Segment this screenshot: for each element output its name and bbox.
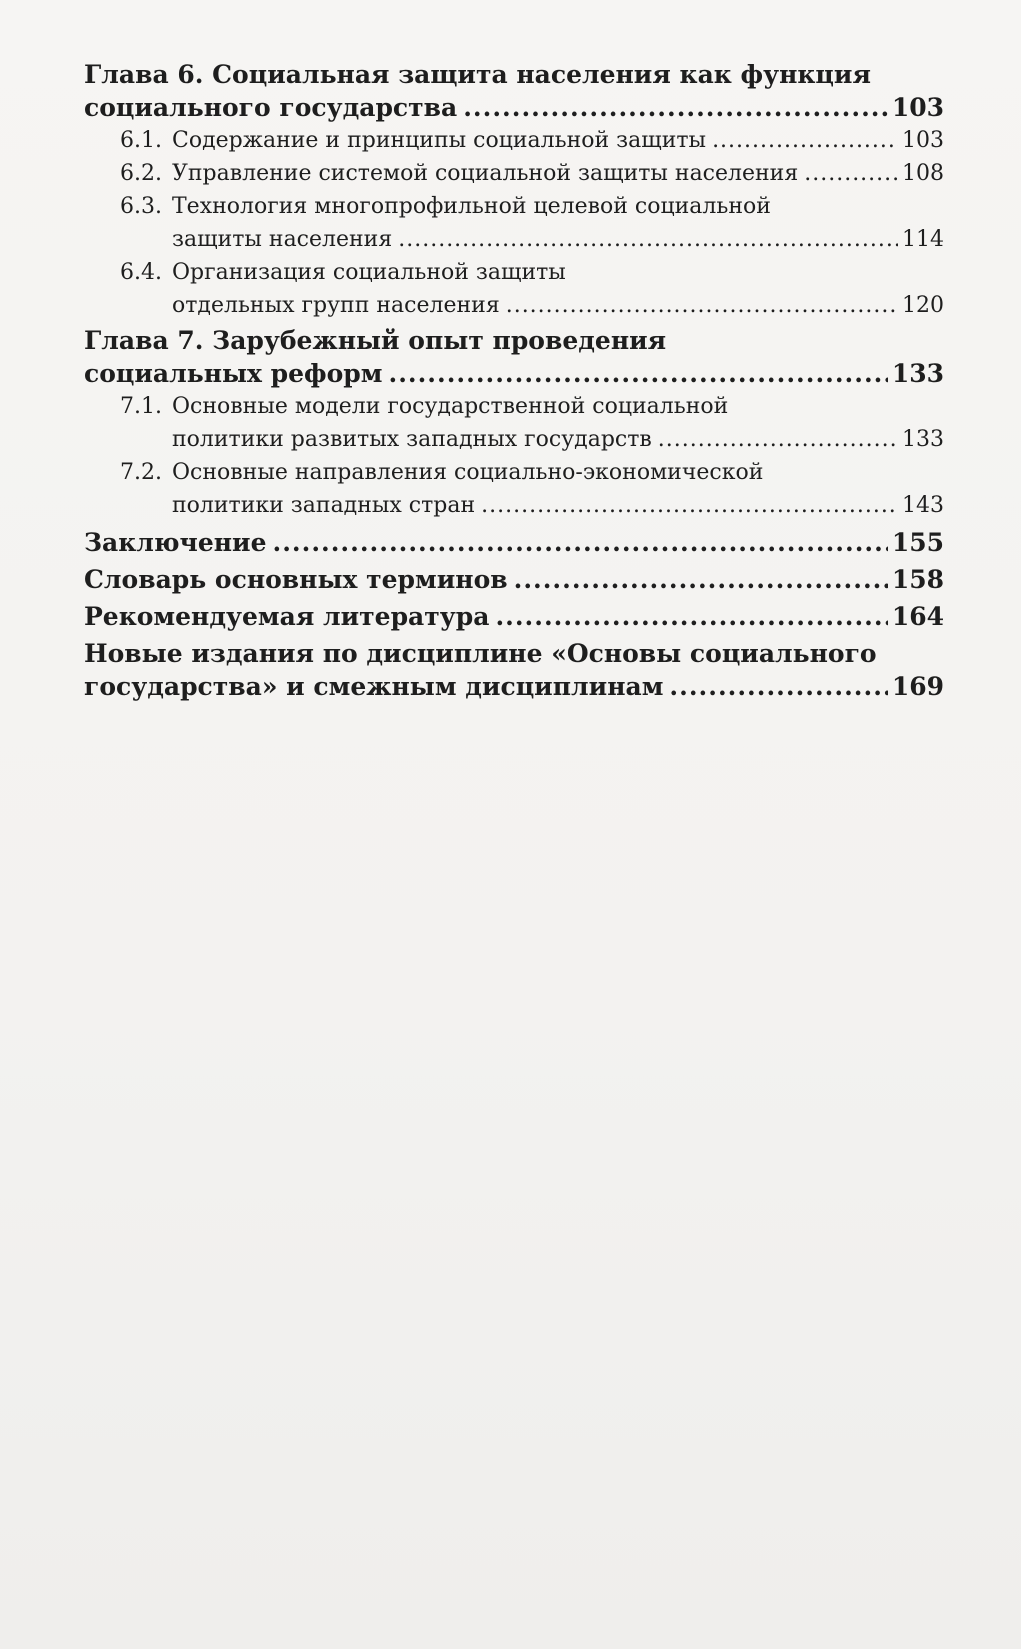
table-of-contents xyxy=(84,58,944,703)
section-title-line: Управление системой социальной защиты населения xyxy=(172,161,799,186)
section-number: 7.2. xyxy=(120,460,162,485)
toc-section-7-1[interactable] xyxy=(84,390,944,456)
page-number: 133 xyxy=(891,359,944,388)
page-number: 158 xyxy=(891,565,944,594)
leader-dots xyxy=(388,357,887,390)
toc-section-6-3[interactable] xyxy=(84,190,944,256)
toc-section-6-4[interactable] xyxy=(84,256,944,322)
toc-conclusion[interactable] xyxy=(84,526,944,559)
leader-dots xyxy=(481,489,898,522)
section-number: 6.1. xyxy=(120,128,162,153)
page-number: 103 xyxy=(891,93,944,122)
leader-dots xyxy=(398,223,898,256)
leader-dots xyxy=(712,124,898,157)
page-number: 143 xyxy=(902,493,944,518)
section-number: 6.3. xyxy=(120,194,162,219)
leader-dots xyxy=(495,600,887,633)
toc-section-6-2[interactable] xyxy=(84,157,944,190)
chapter-title-line: Новые издания по дисциплине «Основы социального xyxy=(84,639,877,668)
leader-dots xyxy=(463,91,888,124)
section-title-line: защиты населения xyxy=(172,227,393,252)
page-number: 133 xyxy=(902,427,944,452)
chapter-title-line: Словарь основных терминов xyxy=(84,565,508,594)
page-number: 114 xyxy=(902,227,944,252)
page-number: 103 xyxy=(902,128,944,153)
chapter-title-line: социальных реформ xyxy=(84,359,383,388)
section-title-line: Основные направления социально-экономической xyxy=(172,460,764,485)
section-title-line: Основные модели государственной социальной xyxy=(172,394,729,419)
page-number: 108 xyxy=(902,161,944,186)
page-number: 155 xyxy=(891,528,944,557)
leader-dots xyxy=(658,423,898,456)
toc-section-6-1[interactable] xyxy=(84,124,944,157)
section-title-line: Содержание и принципы социальной защиты xyxy=(172,128,707,153)
page-number: 120 xyxy=(902,293,944,318)
toc-new-editions[interactable] xyxy=(84,637,944,703)
section-number: 6.4. xyxy=(120,260,162,285)
section-title-line: Технология многопрофильной целевой социальной xyxy=(172,194,771,219)
toc-glossary[interactable] xyxy=(84,563,944,596)
toc-section-7-2[interactable] xyxy=(84,456,944,522)
toc-chapter-6[interactable] xyxy=(84,58,944,124)
leader-dots xyxy=(273,526,888,559)
chapter-title-line: Заключение xyxy=(84,528,267,557)
page-number: 169 xyxy=(891,672,944,701)
section-title-line: отдельных групп населения xyxy=(172,293,500,318)
leader-dots xyxy=(514,563,888,596)
chapter-title-line: Глава 6. Социальная защита населения как функция xyxy=(84,60,871,89)
leader-dots xyxy=(804,157,898,190)
section-title-line: политики развитых западных государств xyxy=(172,427,652,452)
page-number: 164 xyxy=(891,602,944,631)
section-title-line: политики западных стран xyxy=(172,493,476,518)
section-number: 6.2. xyxy=(120,161,162,186)
leader-dots xyxy=(506,289,898,322)
chapter-title-line: социального государства xyxy=(84,93,458,122)
toc-chapter-7[interactable] xyxy=(84,324,944,390)
leader-dots xyxy=(669,670,887,703)
toc-recommended-literature[interactable] xyxy=(84,600,944,633)
section-title-line: Организация социальной защиты xyxy=(172,260,566,285)
chapter-title-line: Глава 7. Зарубежный опыт проведения xyxy=(84,326,667,355)
section-number: 7.1. xyxy=(120,394,162,419)
chapter-title-line: государства» и смежным дисциплинам xyxy=(84,672,664,701)
chapter-title-line: Рекомендуемая литература xyxy=(84,602,490,631)
